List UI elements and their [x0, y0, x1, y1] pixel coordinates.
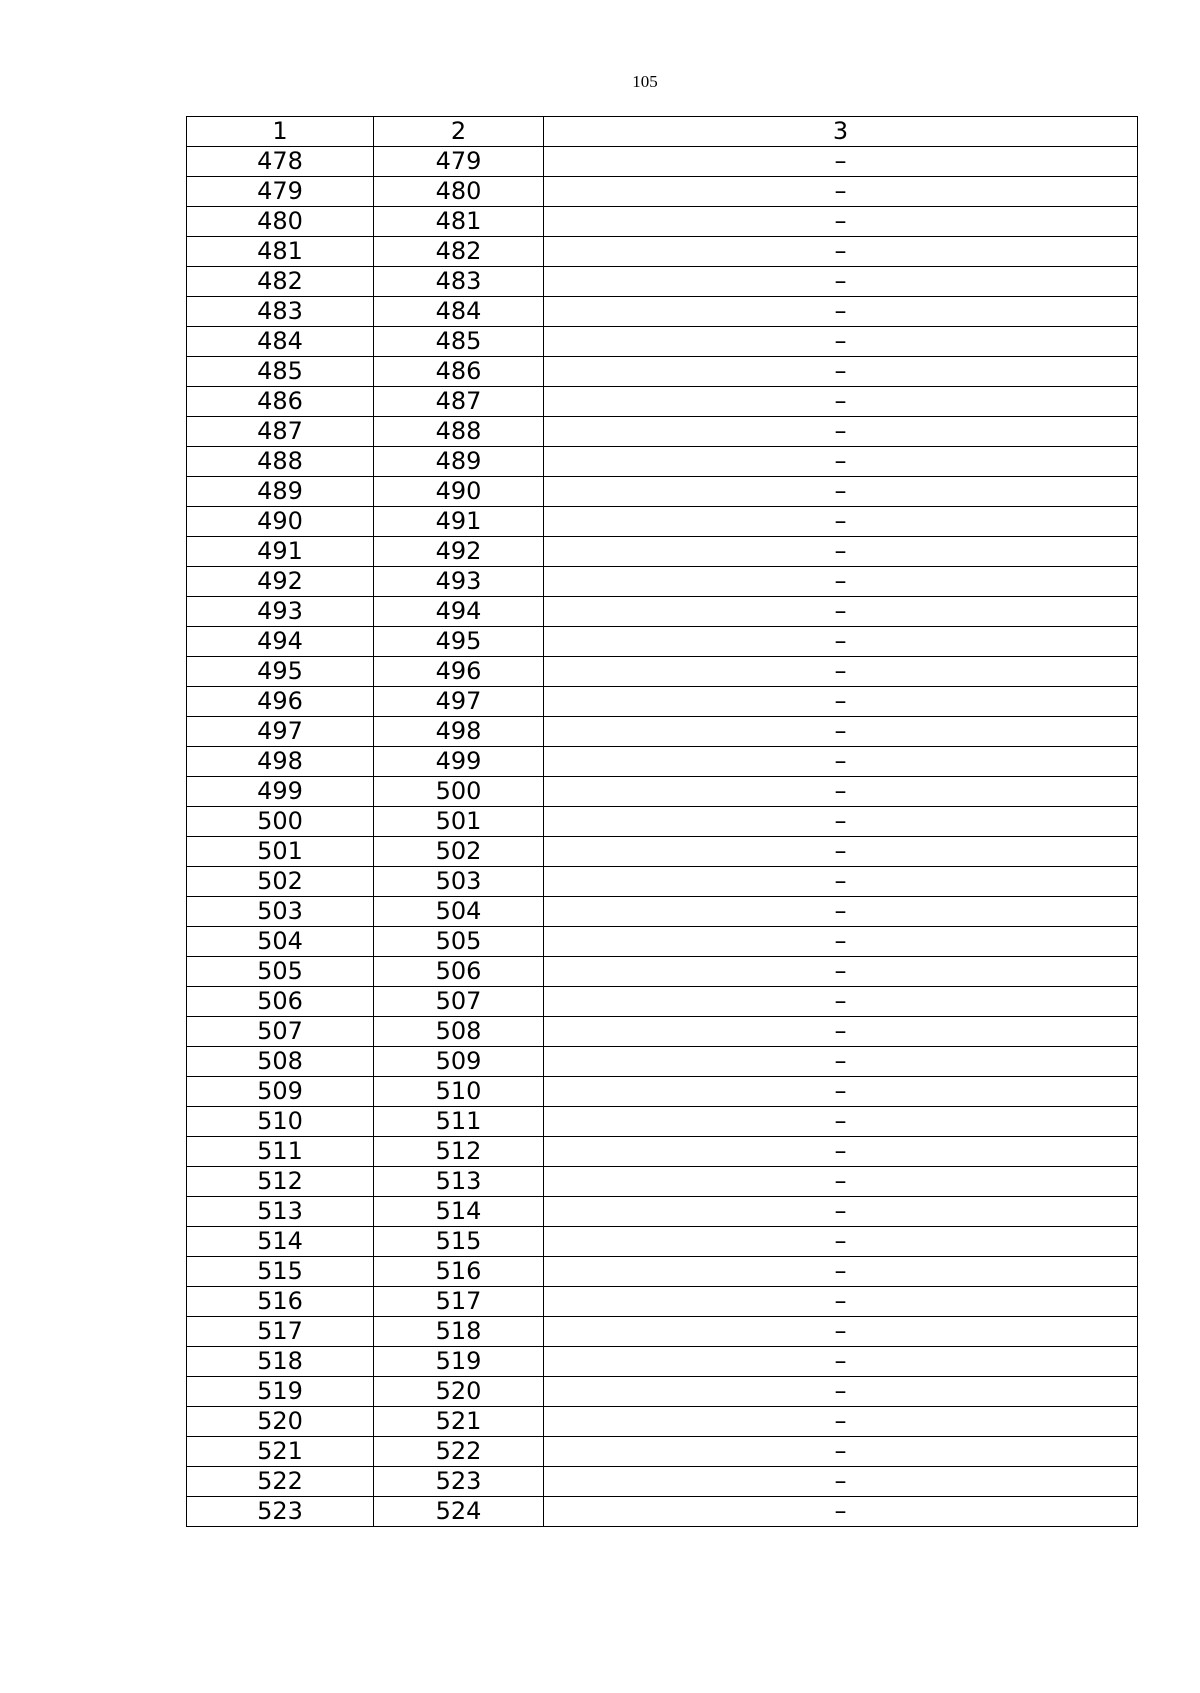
- table-cell-col-1: 523: [187, 1497, 374, 1527]
- table-cell-col-2: 480: [374, 177, 544, 207]
- table-cell-col-3: –: [544, 1077, 1138, 1107]
- table-cell-col-3: –: [544, 1227, 1138, 1257]
- table-cell-col-1: 492: [187, 567, 374, 597]
- table-cell-col-1: 510: [187, 1107, 374, 1137]
- table-cell-col-3: –: [544, 1017, 1138, 1047]
- table-row: [187, 1047, 1138, 1077]
- table-row: [187, 1167, 1138, 1197]
- table-row: [187, 147, 1138, 177]
- table-cell-col-3: –: [544, 327, 1138, 357]
- table-cell-col-2: 496: [374, 657, 544, 687]
- table-cell-col-3: –: [544, 207, 1138, 237]
- table-cell-col-3: –: [544, 927, 1138, 957]
- table-cell-col-3: –: [544, 447, 1138, 477]
- table-cell-col-3: –: [544, 477, 1138, 507]
- table-cell-col-3: –: [544, 1197, 1138, 1227]
- table-row: [187, 1077, 1138, 1107]
- table-cell-col-2: 510: [374, 1077, 544, 1107]
- table-cell-col-3: –: [544, 297, 1138, 327]
- table-cell-col-2: 481: [374, 207, 544, 237]
- table-cell-col-3: –: [544, 1467, 1138, 1497]
- table-cell-col-2: 487: [374, 387, 544, 417]
- table-cell-col-3: –: [544, 1047, 1138, 1077]
- table-cell-col-2: 521: [374, 1407, 544, 1437]
- table-cell-col-2: 502: [374, 837, 544, 867]
- table-cell-col-2: 479: [374, 147, 544, 177]
- table-cell-col-1: 520: [187, 1407, 374, 1437]
- table-row: [187, 1107, 1138, 1137]
- table-cell-col-2: 520: [374, 1377, 544, 1407]
- table-cell-col-3: –: [544, 957, 1138, 987]
- table-cell-col-2: 482: [374, 237, 544, 267]
- table-cell-col-1: 519: [187, 1377, 374, 1407]
- table-row: [187, 897, 1138, 927]
- table-cell-col-3: –: [544, 1377, 1138, 1407]
- table-cell-col-1: 522: [187, 1467, 374, 1497]
- table-cell-col-1: 478: [187, 147, 374, 177]
- table-cell-col-2: 486: [374, 357, 544, 387]
- table-cell-col-2: 505: [374, 927, 544, 957]
- table-cell-col-1: 513: [187, 1197, 374, 1227]
- table-cell-col-3: –: [544, 987, 1138, 1017]
- table-cell-col-2: 504: [374, 897, 544, 927]
- table-cell-col-2: 497: [374, 687, 544, 717]
- table-cell-col-3: –: [544, 537, 1138, 567]
- table-cell-col-2: 503: [374, 867, 544, 897]
- table-cell-col-2: 508: [374, 1017, 544, 1047]
- table-row: [187, 567, 1138, 597]
- table-cell-col-1: 490: [187, 507, 374, 537]
- table-cell-col-2: 518: [374, 1317, 544, 1347]
- table-cell-col-3: –: [544, 837, 1138, 867]
- table-row: [187, 867, 1138, 897]
- table-cell-col-1: 483: [187, 297, 374, 327]
- table-cell-col-1: 500: [187, 807, 374, 837]
- table-row: [187, 537, 1138, 567]
- table-cell-col-1: 486: [187, 387, 374, 417]
- table-cell-col-3: –: [544, 237, 1138, 267]
- table-cell-col-1: 506: [187, 987, 374, 1017]
- table-cell-col-1: 517: [187, 1317, 374, 1347]
- table-cell-col-3: –: [544, 1137, 1138, 1167]
- table-header-row: [187, 117, 1138, 147]
- table-cell-col-2: 499: [374, 747, 544, 777]
- table-cell-col-1: 479: [187, 177, 374, 207]
- table-row: [187, 1227, 1138, 1257]
- table-cell-col-2: 493: [374, 567, 544, 597]
- table-cell-col-1: 515: [187, 1257, 374, 1287]
- table-row: [187, 837, 1138, 867]
- table-row: [187, 477, 1138, 507]
- table-cell-col-1: 502: [187, 867, 374, 897]
- table-cell-col-1: 482: [187, 267, 374, 297]
- table-row: [187, 747, 1138, 777]
- table-row: [187, 177, 1138, 207]
- table-row: [187, 327, 1138, 357]
- table-cell-col-3: –: [544, 357, 1138, 387]
- table-cell-col-3: –: [544, 747, 1138, 777]
- table-cell-col-3: –: [544, 567, 1138, 597]
- table-cell-col-1: 494: [187, 627, 374, 657]
- table-cell-col-3: –: [544, 687, 1138, 717]
- table-cell-col-3: –: [544, 1317, 1138, 1347]
- column-header-3: 3: [544, 117, 1138, 147]
- table-cell-col-1: 504: [187, 927, 374, 957]
- table-row: [187, 297, 1138, 327]
- table-cell-col-2: 516: [374, 1257, 544, 1287]
- table-cell-col-3: –: [544, 657, 1138, 687]
- table-cell-col-3: –: [544, 627, 1138, 657]
- table-row: [187, 1497, 1138, 1527]
- table-cell-col-1: 518: [187, 1347, 374, 1377]
- column-header-2: 2: [374, 117, 544, 147]
- table-cell-col-2: 523: [374, 1467, 544, 1497]
- table-cell-col-1: 499: [187, 777, 374, 807]
- table-cell-col-1: 505: [187, 957, 374, 987]
- table-row: [187, 1137, 1138, 1167]
- table-cell-col-1: 481: [187, 237, 374, 267]
- table-cell-col-3: –: [544, 1257, 1138, 1287]
- table-cell-col-1: 485: [187, 357, 374, 387]
- table-row: [187, 927, 1138, 957]
- table-cell-col-1: 521: [187, 1437, 374, 1467]
- table-cell-col-2: 485: [374, 327, 544, 357]
- table-cell-col-3: –: [544, 1107, 1138, 1137]
- table-cell-col-1: 484: [187, 327, 374, 357]
- table-row: [187, 1467, 1138, 1497]
- table-row: [187, 687, 1138, 717]
- table-cell-col-1: 480: [187, 207, 374, 237]
- table-row: [187, 957, 1138, 987]
- data-table: [186, 116, 1138, 1527]
- table-cell-col-2: 506: [374, 957, 544, 987]
- table-row: [187, 777, 1138, 807]
- table-row: [187, 507, 1138, 537]
- table-row: [187, 1257, 1138, 1287]
- table-cell-col-1: 512: [187, 1167, 374, 1197]
- table-cell-col-1: 498: [187, 747, 374, 777]
- table-cell-col-3: –: [544, 897, 1138, 927]
- table-row: [187, 1407, 1138, 1437]
- table-row: [187, 207, 1138, 237]
- table-body: [187, 147, 1138, 1527]
- table-cell-col-2: 483: [374, 267, 544, 297]
- table-cell-col-1: 495: [187, 657, 374, 687]
- table-row: [187, 1317, 1138, 1347]
- table-cell-col-3: –: [544, 1497, 1138, 1527]
- table-cell-col-1: 503: [187, 897, 374, 927]
- table-cell-col-2: 488: [374, 417, 544, 447]
- table-cell-col-3: –: [544, 1167, 1138, 1197]
- table-cell-col-2: 511: [374, 1107, 544, 1137]
- table-cell-col-3: –: [544, 417, 1138, 447]
- table-row: [187, 1347, 1138, 1377]
- table-cell-col-1: 493: [187, 597, 374, 627]
- table-cell-col-3: –: [544, 1437, 1138, 1467]
- table-row: [187, 1377, 1138, 1407]
- table-cell-col-2: 491: [374, 507, 544, 537]
- table-cell-col-1: 516: [187, 1287, 374, 1317]
- table-cell-col-1: 507: [187, 1017, 374, 1047]
- table-cell-col-3: –: [544, 717, 1138, 747]
- page-number: 105: [632, 72, 658, 91]
- table-cell-col-2: 517: [374, 1287, 544, 1317]
- table-cell-col-2: 501: [374, 807, 544, 837]
- table-row: [187, 987, 1138, 1017]
- table-row: [187, 807, 1138, 837]
- table-cell-col-3: –: [544, 147, 1138, 177]
- table-cell-col-1: 501: [187, 837, 374, 867]
- table-row: [187, 387, 1138, 417]
- table-row: [187, 1017, 1138, 1047]
- table-row: [187, 1437, 1138, 1467]
- table-cell-col-2: 498: [374, 717, 544, 747]
- table-cell-col-2: 490: [374, 477, 544, 507]
- table-row: [187, 597, 1138, 627]
- table-row: [187, 237, 1138, 267]
- table-cell-col-3: –: [544, 807, 1138, 837]
- table-row: [187, 357, 1138, 387]
- table-row: [187, 1287, 1138, 1317]
- table-cell-col-2: 489: [374, 447, 544, 477]
- table-cell-col-2: 514: [374, 1197, 544, 1227]
- table-cell-col-2: 507: [374, 987, 544, 1017]
- table-cell-col-2: 515: [374, 1227, 544, 1257]
- table-cell-col-1: 514: [187, 1227, 374, 1257]
- table-cell-col-2: 522: [374, 1437, 544, 1467]
- table-cell-col-1: 488: [187, 447, 374, 477]
- table-cell-col-1: 511: [187, 1137, 374, 1167]
- table-cell-col-2: 495: [374, 627, 544, 657]
- table-cell-col-1: 496: [187, 687, 374, 717]
- table-row: [187, 717, 1138, 747]
- table-cell-col-2: 509: [374, 1047, 544, 1077]
- column-header-1: 1: [187, 117, 374, 147]
- table-cell-col-2: 492: [374, 537, 544, 567]
- table-cell-col-1: 508: [187, 1047, 374, 1077]
- table-cell-col-2: 494: [374, 597, 544, 627]
- table-row: [187, 417, 1138, 447]
- table-cell-col-3: –: [544, 597, 1138, 627]
- table-cell-col-3: –: [544, 1287, 1138, 1317]
- table-cell-col-1: 497: [187, 717, 374, 747]
- table-cell-col-2: 524: [374, 1497, 544, 1527]
- table-cell-col-3: –: [544, 867, 1138, 897]
- table-cell-col-3: –: [544, 267, 1138, 297]
- table-cell-col-3: –: [544, 507, 1138, 537]
- table-cell-col-3: –: [544, 1347, 1138, 1377]
- table-cell-col-1: 487: [187, 417, 374, 447]
- table-cell-col-2: 513: [374, 1167, 544, 1197]
- table-cell-col-2: 500: [374, 777, 544, 807]
- table-cell-col-1: 489: [187, 477, 374, 507]
- table-cell-col-1: 509: [187, 1077, 374, 1107]
- table-row: [187, 657, 1138, 687]
- table-cell-col-2: 484: [374, 297, 544, 327]
- table-cell-col-1: 491: [187, 537, 374, 567]
- table-row: [187, 267, 1138, 297]
- table-cell-col-2: 512: [374, 1137, 544, 1167]
- table-cell-col-2: 519: [374, 1347, 544, 1377]
- table-row: [187, 1197, 1138, 1227]
- table-cell-col-3: –: [544, 387, 1138, 417]
- table-cell-col-3: –: [544, 1407, 1138, 1437]
- table-row: [187, 447, 1138, 477]
- table-row: [187, 627, 1138, 657]
- table-cell-col-3: –: [544, 777, 1138, 807]
- table-cell-col-3: –: [544, 177, 1138, 207]
